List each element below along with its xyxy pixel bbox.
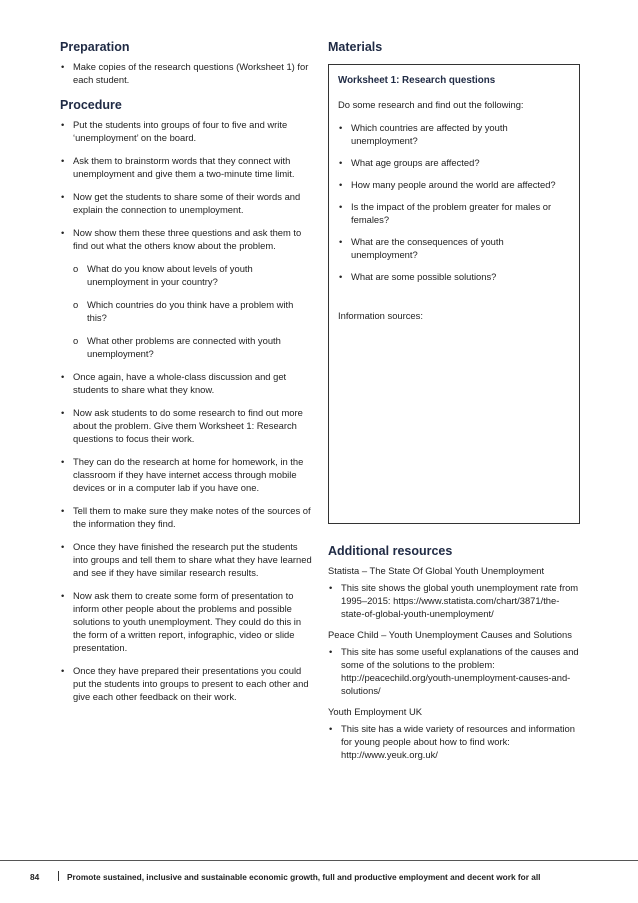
page-number: 84 bbox=[30, 872, 40, 882]
list-item: • Put the students into groups of four to five and write ‘unemployment’ on the board. bbox=[60, 118, 312, 144]
resource-desc-list bbox=[328, 645, 580, 697]
list-item: • How many people around the world are affected? bbox=[338, 178, 571, 191]
footer-divider bbox=[58, 871, 59, 881]
procedure-list-continued bbox=[60, 370, 312, 703]
list-item: • What are some possible solutions? bbox=[338, 270, 571, 283]
page-footer bbox=[0, 860, 638, 882]
sub-list-item: o What do you know about levels of youth unemployment in your country? bbox=[60, 262, 312, 288]
worksheet-box bbox=[328, 64, 580, 524]
materials-heading: Materials bbox=[328, 40, 383, 54]
list-item: • Which countries are affected by youth unemployment? bbox=[338, 121, 571, 147]
resource-desc-list bbox=[328, 581, 580, 620]
worksheet-intro: Do some research and find out the following: bbox=[338, 99, 524, 110]
procedure-list bbox=[60, 118, 312, 252]
resource-name: Youth Employment UK bbox=[328, 706, 422, 717]
resource-description: • This site shows the global youth unemployment rate from 1995–2015: https://www.statista.com/chart/3871/the-state-of-global-youth-unemployment/ bbox=[328, 581, 580, 620]
list-item: • What age groups are affected? bbox=[338, 156, 571, 169]
resource-name: Peace Child – Youth Unemployment Causes and Solutions bbox=[328, 629, 572, 640]
list-item: • Now get the students to share some of their words and explain the connection to unemployment. bbox=[60, 190, 312, 216]
sub-list-item: o What other problems are connected with youth unemployment? bbox=[60, 334, 312, 360]
list-item: • Tell them to make sure they make notes of the sources of the information they find. bbox=[60, 504, 312, 530]
procedure-section bbox=[60, 98, 312, 703]
procedure-heading: Procedure bbox=[60, 98, 122, 112]
list-item: • What are the consequences of youth unemployment? bbox=[338, 235, 571, 261]
list-item: • Once again, have a whole-class discussion and get students to share what they know. bbox=[60, 370, 312, 396]
worksheet-questions bbox=[338, 121, 571, 283]
procedure-sub-list bbox=[60, 262, 312, 360]
list-item: • Ask them to brainstorm words that they connect with unemployment and give them a two-minute time limit. bbox=[60, 154, 312, 180]
list-item: • Once they have prepared their presentations you could put the students into groups to present to each other and give each other feedback on their work. bbox=[60, 664, 312, 703]
list-item: • Once they have finished the research put the students into groups and tell them to share what they have learned and see if they have similar research results. bbox=[60, 540, 312, 579]
list-item: • Now ask students to do some research to find out more about the problem. Give them Worksheet 1: Research questions to focus their work. bbox=[60, 406, 312, 445]
footer-text: Promote sustained, inclusive and sustainable economic growth, full and productive employment and decent work for all bbox=[67, 872, 541, 882]
list-item: • Make copies of the research questions (Worksheet 1) for each student. bbox=[60, 60, 312, 86]
preparation-section bbox=[60, 40, 312, 86]
preparation-heading: Preparation bbox=[60, 40, 130, 54]
information-sources-label: Information sources: bbox=[338, 310, 423, 321]
right-column bbox=[328, 40, 580, 769]
list-item: • They can do the research at home for homework, in the classroom if they have internet access through mobile devices or in a computer lab if you have one. bbox=[60, 455, 312, 494]
resource-description: • This site has some useful explanations of the causes and some of the solutions to the problem: http://peacechild.org/youth-unemployment-causes-and-solutions/ bbox=[328, 645, 580, 697]
resource-desc-list bbox=[328, 722, 580, 761]
resource-description: • This site has a wide variety of resources and information for young people about how to find work: http://www.yeuk.org.uk/ bbox=[328, 722, 580, 761]
list-item: • Is the impact of the problem greater for males or females? bbox=[338, 200, 571, 226]
list-item: • Now ask them to create some form of presentation to inform other people about the problems and possible solutions to youth unemployment. They could do this in the form of a written report, infographic, video or slide presentation. bbox=[60, 589, 312, 654]
left-column bbox=[60, 40, 312, 715]
preparation-list bbox=[60, 60, 312, 86]
additional-resources-heading: Additional resources bbox=[328, 544, 453, 558]
footer-content bbox=[30, 871, 540, 882]
additional-resources-section bbox=[328, 544, 580, 761]
resource-name: Statista – The State Of Global Youth Unemployment bbox=[328, 565, 545, 576]
sub-list-item: o Which countries do you think have a problem with this? bbox=[60, 298, 312, 324]
list-item: • Now show them these three questions and ask them to find out what the others know about the problem. bbox=[60, 226, 312, 252]
worksheet-title: Worksheet 1: Research questions bbox=[338, 75, 496, 86]
